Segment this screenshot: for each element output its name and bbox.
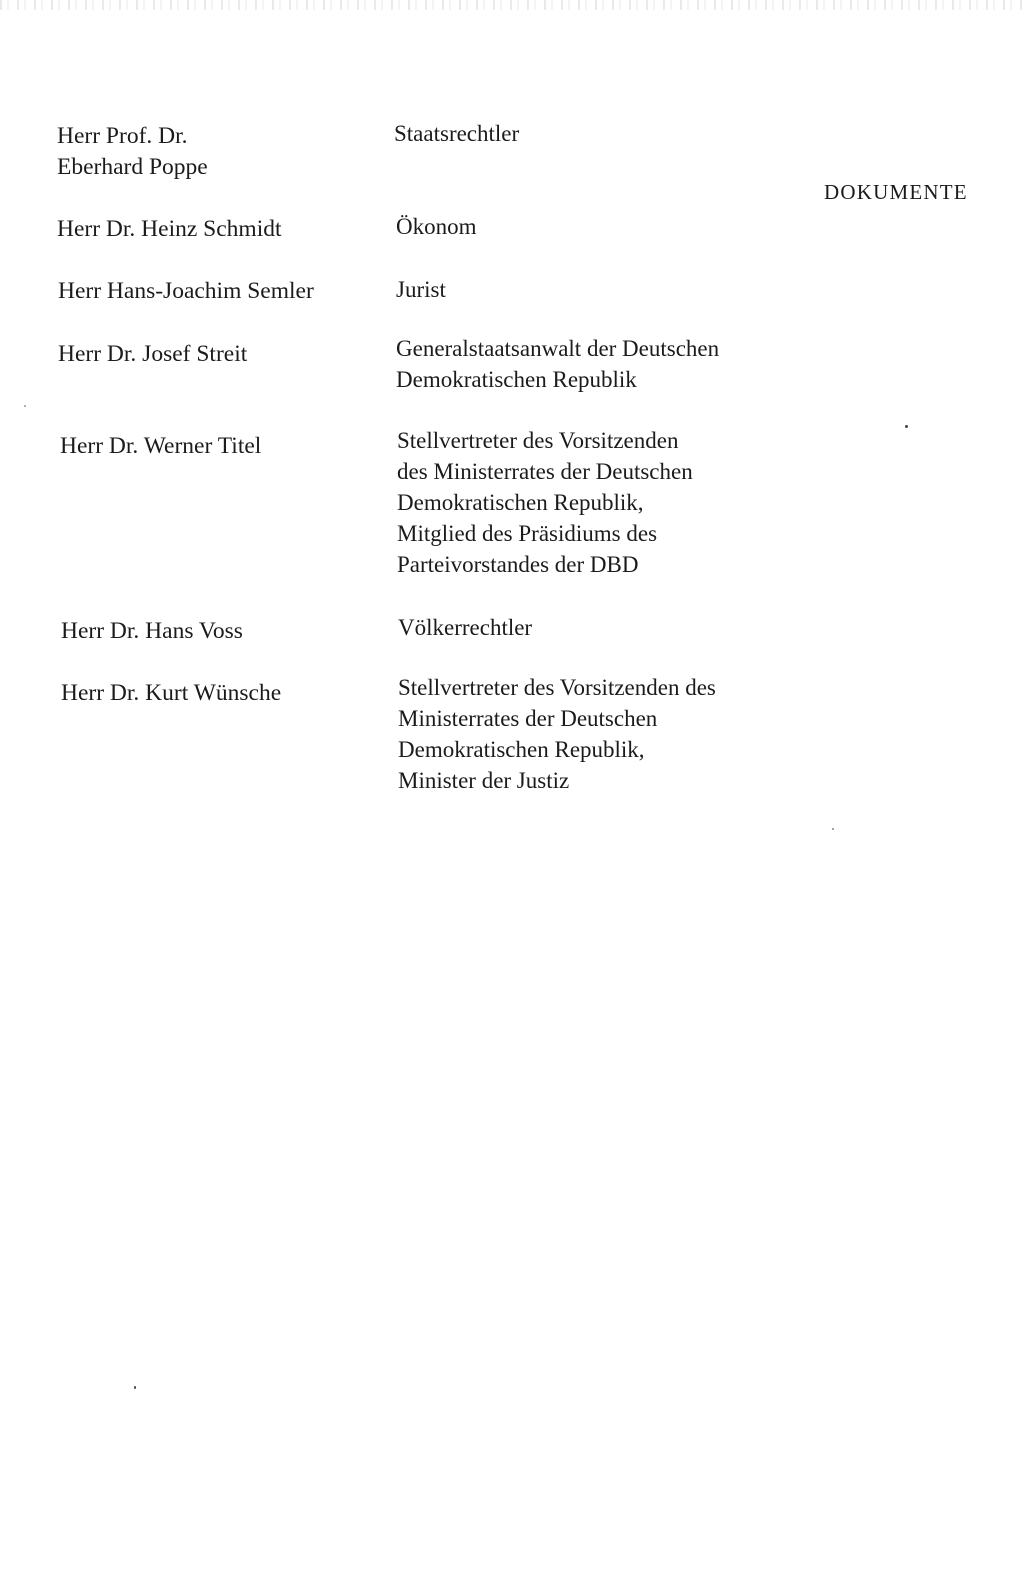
entry-name-line: Herr Dr. Hans Voss [61, 618, 243, 644]
entry-role-line: Parteivorstandes der DBD [397, 552, 639, 577]
entry-role-line: Stellvertreter des Vorsitzenden [397, 428, 679, 453]
entry-role-line: Staatsrechtler [394, 121, 520, 146]
entry-role-line: Generalstaatsanwalt der Deutschen [396, 336, 720, 361]
entry-role-line: Ökonom [396, 214, 477, 239]
entry-role-line: Demokratischen Republik [396, 367, 637, 392]
entry-name-line: Herr Dr. Heinz Schmidt [57, 216, 282, 242]
entry-name-line: Herr Prof. Dr. [57, 123, 188, 149]
entry-name-line: Herr Dr. Kurt Wünsche [61, 680, 282, 706]
scan-speck [905, 425, 908, 428]
entry-role-line: Mitglied des Präsidiums des [397, 521, 658, 546]
entry-name-line: Eberhard Poppe [57, 154, 208, 180]
entry-role-line: Stellvertreter des Vorsitzenden des [398, 675, 716, 700]
scan-edge-noise [0, 0, 1024, 10]
entry-role-line: Demokratischen Republik, [397, 490, 644, 515]
entry-role-line: Jurist [396, 277, 446, 302]
entry-role-line: des Ministerrates der Deutschen [397, 459, 693, 484]
entry-name-line: Herr Dr. Josef Streit [58, 341, 248, 367]
entry-role-line: Minister der Justiz [398, 768, 570, 793]
entry-role-line: Völkerrechtler [398, 615, 533, 640]
section-label: DOKUMENTE [824, 180, 968, 204]
entry-role-line: Ministerrates der Deutschen [398, 706, 658, 731]
scan-speck [134, 1386, 136, 1389]
scan-speck [832, 828, 834, 830]
entry-name-line: Herr Hans-Joachim Semler [58, 278, 314, 304]
entry-name-line: Herr Dr. Werner Titel [60, 433, 262, 459]
scan-speck [24, 405, 26, 407]
entry-role-line: Demokratischen Republik, [398, 737, 645, 762]
